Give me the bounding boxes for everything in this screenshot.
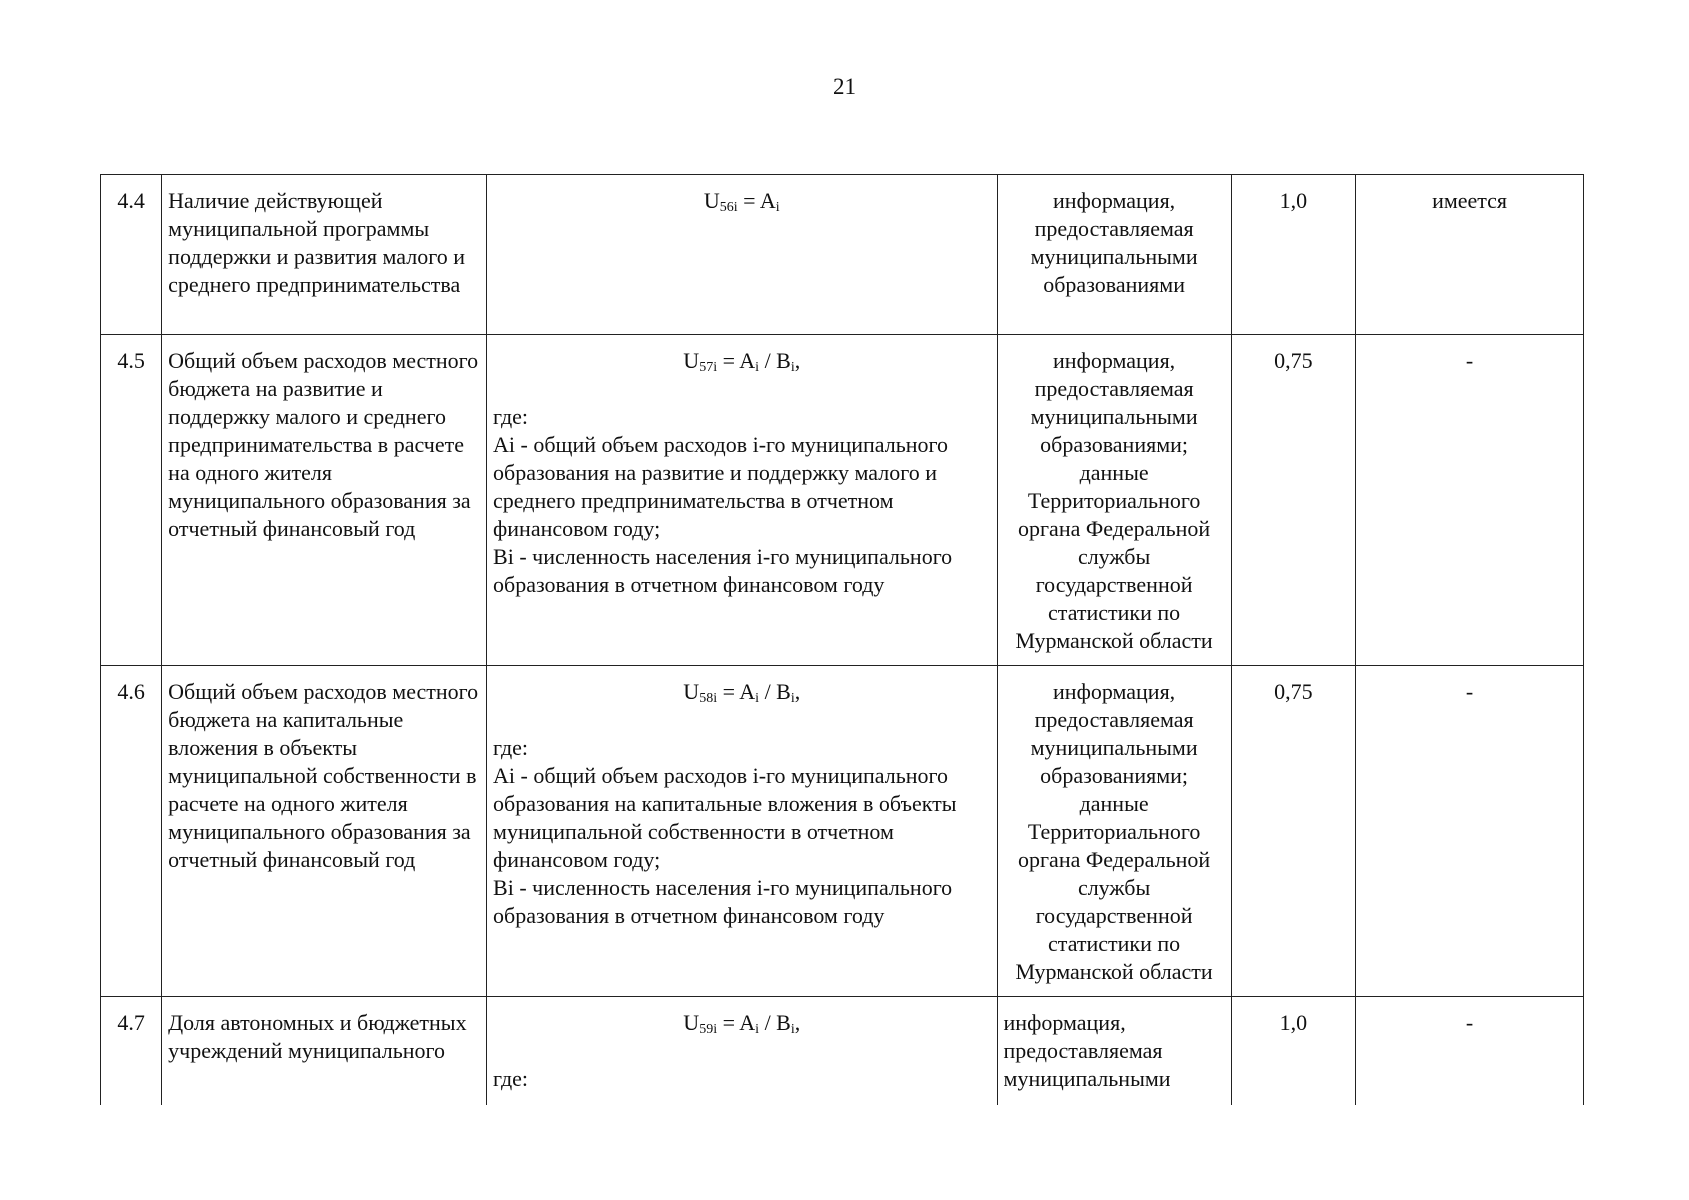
where-item: Ai - общий объем расходов i-го муниципального образования на капитальные вложения в объекты муниципальной собственности в отчетном финансовом году;	[493, 763, 957, 872]
extra-value: имеется	[1356, 175, 1584, 335]
row-number: 4.5	[101, 335, 162, 666]
formula: $U_{56i} = A_i$	[703, 188, 780, 215]
where-label: где:	[493, 404, 529, 429]
extra-value: -	[1356, 335, 1584, 666]
page-number: 21	[833, 74, 856, 99]
formula-cell	[487, 335, 998, 666]
table-row	[101, 666, 1584, 997]
data-source: информация, предоставляемая муниципальными образованиями; данные Территориального органа Федеральной службы государственной статистики по Мурманской области	[997, 666, 1231, 997]
formula-cell	[487, 175, 998, 335]
weight-value: 1,0	[1231, 997, 1355, 1105]
row-number: 4.4	[101, 175, 162, 335]
where-item: Ai - общий объем расходов i-го муниципального образования на развитие и поддержку малого и среднего предпринимательства в отчетном финансовом году;	[493, 432, 949, 541]
extra-value: -	[1356, 666, 1584, 997]
indicator-name: Общий объем расходов местного бюджета на капитальные вложения в объекты муниципальной собственности в расчете на одного жителя муниципального образования за отчетный финансовый год	[162, 666, 487, 997]
formula: $U_{58i} = A_i / B_i$,	[683, 679, 801, 706]
indicator-name: Наличие действующей муниципальной программы поддержки и развития малого и среднего предпринимательства	[162, 175, 487, 335]
row-number: 4.6	[101, 666, 162, 997]
table-row	[101, 997, 1584, 1105]
formula: $U_{57i} = A_i / B_i$,	[683, 348, 801, 375]
extra-value: -	[1356, 997, 1584, 1105]
weight-value: 0,75	[1231, 335, 1355, 666]
table-row	[101, 175, 1584, 335]
where-item: Bi - численность населения i-го муниципального образования в отчетном финансовом году	[493, 544, 953, 597]
table-row	[101, 335, 1584, 666]
formula-cell	[487, 997, 998, 1105]
where-label: где:	[493, 1066, 529, 1091]
row-number: 4.7	[101, 997, 162, 1105]
indicator-name: Общий объем расходов местного бюджета на развитие и поддержку малого и среднего предпринимательства в расчете на одного жителя муниципального образования за отчетный финансовый год	[162, 335, 487, 666]
weight-value: 1,0	[1231, 175, 1355, 335]
data-source: информация, предоставляемая муниципальными образованиями	[997, 175, 1231, 335]
where-item: Bi - численность населения i-го муниципального образования в отчетном финансовом году	[493, 875, 953, 928]
indicator-name: Доля автономных и бюджетных учреждений муниципального	[162, 997, 487, 1105]
indicators-table	[100, 174, 1584, 1105]
data-source: информация, предоставляемая муниципальными образованиями; данные Территориального органа Федеральной службы государственной статистики по Мурманской области	[997, 335, 1231, 666]
formula-cell	[487, 666, 998, 997]
weight-value: 0,75	[1231, 666, 1355, 997]
where-label: где:	[493, 735, 529, 760]
formula: $U_{59i} = A_i / B_i$,	[683, 1010, 801, 1037]
data-source: информация, предоставляемая муниципальными	[997, 997, 1231, 1105]
